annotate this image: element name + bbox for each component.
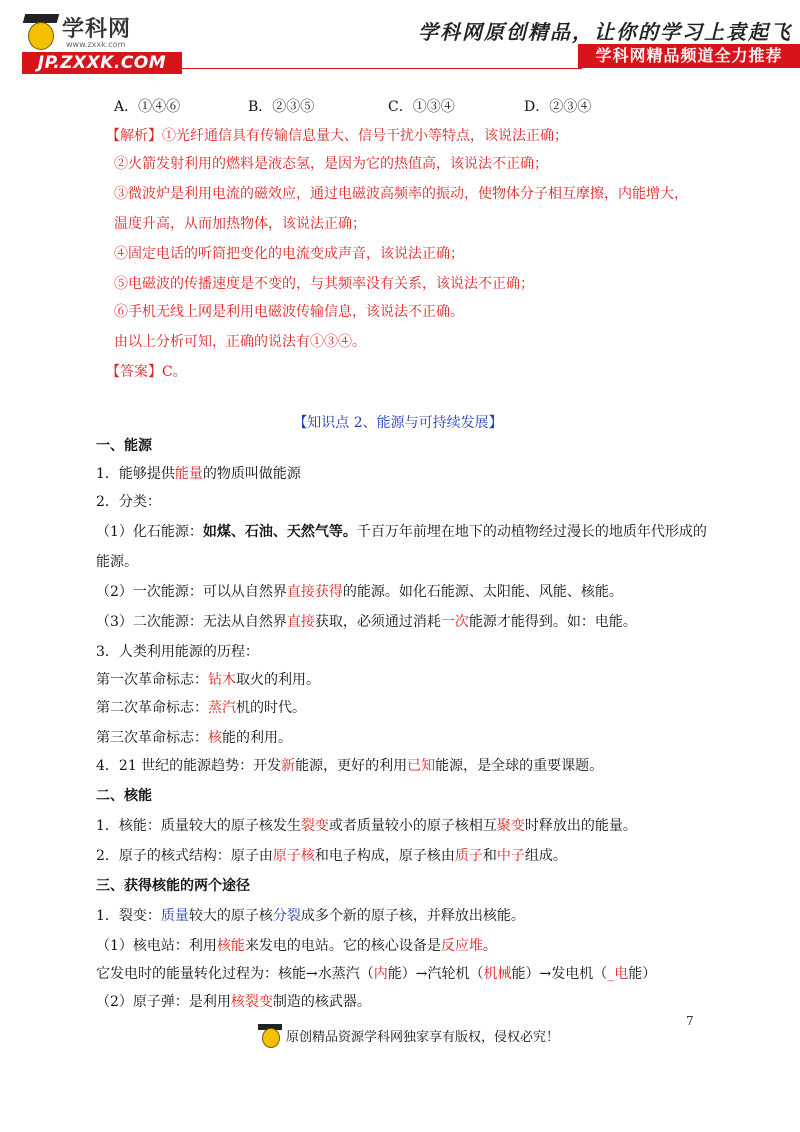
- para-4: （2）一次能源：可以从自然界直接获得的能源。如化石能源、太阳能、风能、核能。: [96, 584, 623, 600]
- para-3: （1）化石能源：如煤、石油、天然气等。千百万年前埋在地下的动植物经过漫长的地质年代形成的: [96, 524, 707, 540]
- mascot-icon: [28, 22, 54, 50]
- para-10: 4．21 世纪的能源趋势：开发新能源，更好的利用已知能源，是全球的重要课题。: [96, 758, 604, 774]
- para-14: （1）核电站：利用核能来发电的电站。它的核心设备是反应堆。: [96, 938, 497, 954]
- analysis-line-4: 温度升高，从而加热物体，该说法正确；: [114, 216, 366, 232]
- para-6: 3．人类利用能源的历程：: [96, 644, 259, 660]
- heading-energy: 一、能源: [96, 438, 152, 454]
- logo-text: 学科网: [62, 17, 132, 42]
- zxxk-logo[interactable]: [22, 8, 182, 74]
- page-header: [0, 0, 800, 80]
- analysis-line-6: ⑤电磁波的传播速度是不变的，与其频率没有关系，该说法不正确；: [114, 276, 534, 292]
- mascot-icon: [262, 1028, 280, 1048]
- para-9: 第三次革命标志：核能的利用。: [96, 730, 292, 746]
- header-tagline: 学科网精品频道全力推荐: [578, 44, 800, 68]
- para-16: （2）原子弹：是利用核裂变制造的核武器。: [96, 994, 371, 1010]
- analysis-tag: 【解析】: [106, 128, 162, 144]
- analysis-line-5: ④固定电话的听筒把变化的电流变成声音，该说法正确；: [114, 246, 464, 262]
- para-15: 它发电时的能量转化过程为：核能→水蒸汽（内能）→汽轮机（机械能）→发电机（_电能）: [96, 966, 657, 982]
- para-12: 2．原子的核式结构：原子由原子核和电子构成，原子核由质子和中子组成。: [96, 848, 567, 864]
- heading-nuclear: 二、核能: [96, 788, 152, 804]
- option-d: D．②③④: [524, 99, 592, 115]
- analysis-line-7: ⑥手机无线上网是利用电磁波传输信息，该说法不正确。: [114, 304, 464, 320]
- header-divider: [182, 68, 582, 69]
- logo-banner: JP.ZXXK.COM: [22, 52, 182, 74]
- analysis-text: ①光纤通信具有传输信息量大、信号干扰小等特点，该说法正确；: [162, 128, 568, 144]
- option-b: B．②③⑤: [248, 99, 315, 115]
- para-1: 1．能够提供能量的物质叫做能源: [96, 466, 301, 482]
- analysis-line-8: 由以上分析可知，正确的说法有①③④。: [114, 334, 366, 350]
- option-a: A．①④⑥: [114, 99, 181, 115]
- answer-line: 【答案】C。: [106, 364, 187, 380]
- analysis-line-2: ②火箭发射利用的燃料是液态氢，是因为它的热值高，该说法不正确；: [114, 156, 548, 172]
- para-5: （3）二次能源：无法从自然界直接获取，必须通过消耗一次能源才能得到。如：电能。: [96, 614, 637, 630]
- page-footer: [0, 1012, 800, 1052]
- page-number: 7: [686, 1014, 694, 1028]
- option-c: C．①③④: [388, 99, 455, 115]
- copyright-notice: 原创精品资源学科网独家享有版权，侵权必究！: [286, 1030, 560, 1045]
- para-13: 1．裂变：质量较大的原子核分裂成多个新的原子核，并释放出核能。: [96, 908, 525, 924]
- para-3b: 能源。: [96, 554, 138, 570]
- analysis-line-1: [106, 126, 568, 146]
- para-8: 第二次革命标志：蒸汽机的时代。: [96, 700, 306, 716]
- heading-methods: 三、获得核能的两个途径: [96, 878, 250, 894]
- header-slogan: 学科网原创精品，让你的学习上袁起飞: [418, 20, 792, 44]
- para-7: 第一次革命标志：钻木取火的利用。: [96, 672, 320, 688]
- analysis-line-3: ③微波炉是利用电流的磁效应，通过电磁波高频率的振动，使物体分子相互摩擦，内能增大，: [114, 186, 688, 202]
- logo-url: www.zxxk.com: [66, 40, 126, 49]
- para-2: 2．分类：: [96, 494, 161, 510]
- para-11: 1．核能：质量较大的原子核发生裂变或者质量较小的原子核相互聚变时释放出的能量。: [96, 818, 637, 834]
- section-title: 【知识点 2、能源与可持续发展】: [293, 415, 503, 431]
